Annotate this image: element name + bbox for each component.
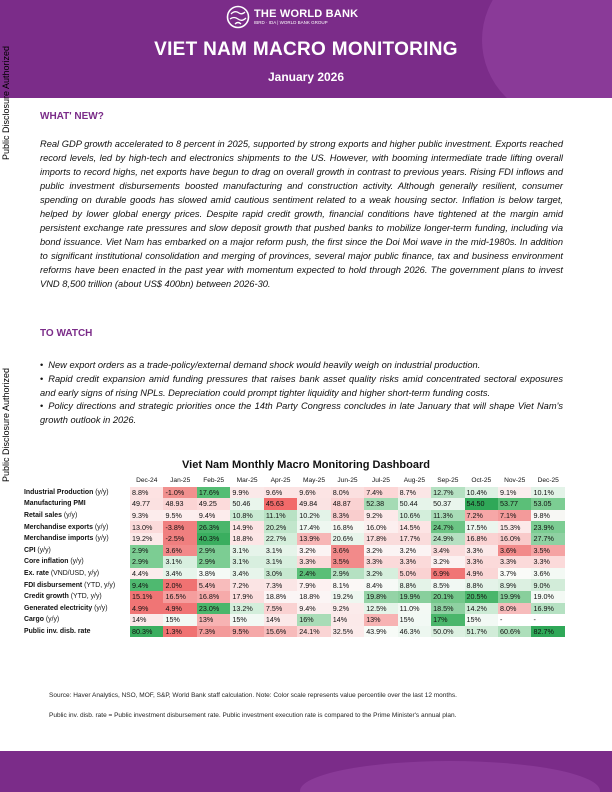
row-label-unit: (y/y) — [35, 546, 51, 554]
side-disclosure-label: Public Disclosure Authorized — [1, 45, 11, 160]
definition-note: Public inv. disb. rate = Public investment disbursement rate. Public investment execution rate is compared to the Prime Minister's annual plan. — [49, 712, 457, 719]
data-cell: 80.3% — [130, 626, 163, 638]
data-cell: 7.2% — [230, 579, 263, 591]
row-label — [22, 568, 130, 580]
data-cell: 14% — [331, 614, 364, 626]
data-cell: 15.6% — [264, 626, 297, 638]
data-cell: 2.9% — [130, 556, 163, 568]
data-cell: -2.5% — [163, 533, 196, 545]
source-note: Source: Haver Analytics, NSO, MOF, S&P, World Bank staff calculation. Note: Color scale represents value percentile over the last 12 months. — [49, 692, 457, 699]
data-cell: 3.3% — [531, 556, 565, 568]
row-label-name: Manufacturing PMI — [24, 500, 86, 508]
to-watch-heading: TO WATCH — [40, 328, 93, 339]
globe-icon — [226, 5, 250, 29]
data-cell: 9.0% — [531, 579, 565, 591]
data-cell: 10.4% — [465, 487, 498, 499]
data-cell: 50.44 — [398, 498, 431, 510]
row-label — [22, 533, 130, 545]
data-cell: 6.9% — [431, 568, 464, 580]
table-row — [22, 568, 565, 580]
data-cell: 50.0% — [431, 626, 464, 638]
data-cell: 17.9% — [230, 591, 263, 603]
table-row — [22, 591, 565, 603]
row-label-unit: (y/y) — [92, 523, 109, 531]
row-label — [22, 614, 130, 626]
data-cell: 3.1% — [264, 545, 297, 557]
data-cell: 50.37 — [431, 498, 464, 510]
month-header: May-25 — [303, 477, 325, 485]
data-cell: 15% — [398, 614, 431, 626]
data-cell: 9.8% — [531, 510, 565, 522]
data-cell: 14% — [264, 614, 297, 626]
data-cell: 32.5% — [331, 626, 364, 638]
row-label-name: Cargo — [24, 616, 44, 624]
data-cell: 20.5% — [465, 591, 498, 603]
data-cell: 3.3% — [398, 556, 431, 568]
data-cell: 3.5% — [531, 545, 565, 557]
table-row — [22, 614, 565, 626]
month-header: Mar-25 — [236, 477, 258, 485]
data-cell: 14% — [130, 614, 163, 626]
data-cell: 18.5% — [431, 603, 464, 615]
data-cell: 19.9% — [398, 591, 431, 603]
row-label — [22, 487, 130, 499]
data-cell: 22.7% — [264, 533, 297, 545]
data-cell: 17.6% — [197, 487, 230, 499]
data-cell: 3.2% — [431, 556, 464, 568]
data-cell: -1.0% — [163, 487, 196, 499]
data-cell: 54.50 — [465, 498, 498, 510]
data-cell: 8.0% — [331, 487, 364, 499]
data-cell: 13% — [364, 614, 397, 626]
footer-decoration — [300, 761, 600, 792]
data-cell: 20.6% — [331, 533, 364, 545]
row-label-name: Retail sales — [24, 512, 62, 520]
data-cell: 13.0% — [130, 521, 163, 533]
row-label-unit: (y/y) — [68, 558, 84, 566]
data-cell: 9.3% — [130, 510, 163, 522]
data-cell: 5.4% — [197, 579, 230, 591]
data-cell: 15% — [230, 614, 263, 626]
table-row — [22, 545, 565, 557]
row-label-unit: (y/y) — [93, 535, 109, 543]
row-label-unit: (y/y) — [43, 616, 60, 624]
dashboard-title: Viet Nam Monthly Macro Monitoring Dashboard — [182, 459, 430, 471]
data-cell: 9.5% — [163, 510, 196, 522]
row-label-name: FDI disbursement — [24, 581, 83, 589]
data-cell: 53.05 — [531, 498, 565, 510]
data-cell: 8.4% — [364, 579, 397, 591]
data-cell: 50.46 — [230, 498, 263, 510]
data-cell: 13% — [197, 614, 230, 626]
to-watch-list — [40, 359, 563, 428]
data-cell: 3.8% — [197, 568, 230, 580]
data-cell: 16.8% — [331, 521, 364, 533]
data-cell: 49.77 — [130, 498, 163, 510]
data-cell: 60.6% — [498, 626, 531, 638]
data-cell: 7.5% — [264, 603, 297, 615]
label-column-header — [22, 475, 130, 487]
data-cell: 17% — [431, 614, 464, 626]
data-cell: 3.4% — [163, 568, 196, 580]
row-label — [22, 579, 130, 591]
data-cell: 49.25 — [197, 498, 230, 510]
data-cell: - — [531, 614, 565, 626]
data-cell: 52.38 — [364, 498, 397, 510]
data-cell: 8.5% — [431, 579, 464, 591]
data-cell: 19.9% — [498, 591, 531, 603]
month-header: Apr-25 — [270, 477, 291, 485]
data-cell: 2.9% — [197, 545, 230, 557]
data-cell: 4.4% — [130, 568, 163, 580]
data-cell: 2.9% — [331, 568, 364, 580]
row-label-unit: (YTD, y/y) — [68, 593, 102, 601]
data-cell: 10.2% — [297, 510, 330, 522]
data-cell: 8.8% — [465, 579, 498, 591]
data-cell: 8.0% — [498, 603, 531, 615]
table-row — [22, 603, 565, 615]
data-cell: 3.2% — [364, 568, 397, 580]
data-cell: 1.3% — [163, 626, 196, 638]
org-name: THE WORLD BANK — [254, 8, 359, 20]
data-cell: 48.87 — [331, 498, 364, 510]
data-cell: 9.6% — [297, 487, 330, 499]
header-banner — [0, 0, 612, 98]
data-cell: 10.6% — [398, 510, 431, 522]
data-cell: 15% — [163, 614, 196, 626]
table-row — [22, 579, 565, 591]
data-cell: 20.1% — [431, 591, 464, 603]
footer-banner — [0, 751, 612, 792]
data-cell: 9.2% — [364, 510, 397, 522]
data-cell: 24.7% — [431, 521, 464, 533]
data-cell: 15.3% — [498, 521, 531, 533]
data-cell: 5.0% — [398, 568, 431, 580]
data-cell: 9.4% — [130, 579, 163, 591]
data-cell: 3.4% — [230, 568, 263, 580]
data-cell: 3.3% — [364, 556, 397, 568]
data-cell: 45.63 — [264, 498, 297, 510]
row-label — [22, 556, 130, 568]
data-cell: 16.8% — [197, 591, 230, 603]
month-header: Oct-25 — [471, 477, 492, 485]
table-row — [22, 487, 565, 499]
world-bank-logo[interactable] — [226, 4, 358, 30]
data-cell: 4.9% — [130, 603, 163, 615]
row-label-name: Industrial Production — [24, 488, 94, 496]
data-cell: 8.8% — [130, 487, 163, 499]
page-date: January 2026 — [267, 70, 345, 84]
row-label-name: Generated electricity — [24, 604, 93, 612]
row-label-unit: (y/y) — [92, 604, 108, 612]
data-cell: 17.5% — [465, 521, 498, 533]
data-cell: 11.1% — [264, 510, 297, 522]
list-item: • New export orders as a trade-policy/external demand shock would heavily weigh on industrial production. — [40, 359, 563, 373]
data-cell: 16% — [297, 614, 330, 626]
data-cell: 20.2% — [264, 521, 297, 533]
table-row — [22, 556, 565, 568]
row-label — [22, 545, 130, 557]
data-cell: 15.1% — [130, 591, 163, 603]
data-cell: 4.9% — [465, 568, 498, 580]
data-cell: 9.1% — [498, 487, 531, 499]
data-cell: 23.9% — [531, 521, 565, 533]
data-cell: 8.1% — [331, 579, 364, 591]
data-cell: 3.2% — [398, 545, 431, 557]
data-cell: 24.9% — [431, 533, 464, 545]
data-cell: 9.5% — [230, 626, 263, 638]
dashboard-header-row — [22, 475, 565, 487]
data-cell: 2.9% — [130, 545, 163, 557]
month-header: Nov-25 — [504, 477, 526, 485]
row-label-name: CPI — [24, 546, 36, 554]
data-cell: 3.3% — [465, 545, 498, 557]
data-cell: 3.6% — [498, 545, 531, 557]
data-cell: 40.3% — [197, 533, 230, 545]
list-item: • Policy directions and strategic priorities once the 14th Party Congress concludes in late January that will shape Viet Nam's growth outlook in 2026. — [40, 400, 563, 428]
data-cell: - — [498, 614, 531, 626]
data-cell: -3.8% — [163, 521, 196, 533]
whats-new-heading: WHAT' NEW? — [40, 111, 104, 122]
data-cell: 3.4% — [431, 545, 464, 557]
row-label-name: Merchandise exports — [24, 523, 93, 531]
data-cell: 9.2% — [331, 603, 364, 615]
row-label-name: Core inflation — [24, 558, 69, 566]
data-cell: 18.8% — [297, 591, 330, 603]
row-label — [22, 626, 130, 638]
data-cell: 16.9% — [531, 603, 565, 615]
data-cell: 14.2% — [465, 603, 498, 615]
data-cell: 19.2% — [130, 533, 163, 545]
month-header: Jun-25 — [337, 477, 358, 485]
data-cell: 18.8% — [230, 533, 263, 545]
data-cell: 14.9% — [230, 521, 263, 533]
data-cell: 2.9% — [197, 556, 230, 568]
data-cell: 19.2% — [331, 591, 364, 603]
org-subtitle: IBRD · IDA | WORLD BANK GROUP — [254, 20, 328, 25]
data-cell: 19.0% — [531, 591, 565, 603]
data-cell: 3.1% — [264, 556, 297, 568]
data-cell: 7.4% — [364, 487, 397, 499]
row-label — [22, 603, 130, 615]
data-cell: 7.9% — [297, 579, 330, 591]
data-cell: 16.0% — [364, 521, 397, 533]
data-cell: 46.3% — [398, 626, 431, 638]
data-cell: 13.2% — [230, 603, 263, 615]
data-cell: 3.6% — [331, 545, 364, 557]
table-row — [22, 498, 565, 510]
data-cell: 3.5% — [331, 556, 364, 568]
data-cell: 49.84 — [297, 498, 330, 510]
data-cell: 7.3% — [264, 579, 297, 591]
data-cell: 17.7% — [398, 533, 431, 545]
row-label-unit: (y/y) — [61, 512, 78, 520]
data-cell: 16.0% — [498, 533, 531, 545]
data-cell: 3.0% — [264, 568, 297, 580]
month-header: Feb-25 — [203, 477, 225, 485]
data-cell: 7.1% — [498, 510, 531, 522]
table-row — [22, 626, 565, 638]
data-cell: 18.8% — [264, 591, 297, 603]
data-cell: 19.8% — [364, 591, 397, 603]
data-cell: 8.7% — [398, 487, 431, 499]
data-cell: 9.6% — [264, 487, 297, 499]
month-header: Aug-25 — [403, 477, 425, 485]
data-cell: 9.4% — [197, 510, 230, 522]
data-cell: 17.8% — [364, 533, 397, 545]
month-header: Dec-24 — [136, 477, 158, 485]
data-cell: 8.8% — [398, 579, 431, 591]
list-item: • Rapid credit expansion amid funding pressures that raises bank asset quality risks amid concentrated sectoral exposures and early signs of rising NPLs. Depreciation could prompt tighter liquidity and higher short-term funding costs. — [40, 373, 563, 401]
data-cell: 48.93 — [163, 498, 196, 510]
data-cell: 15% — [465, 614, 498, 626]
data-cell: 3.1% — [230, 545, 263, 557]
data-cell: 53.77 — [498, 498, 531, 510]
data-cell: 10.8% — [230, 510, 263, 522]
data-cell: 8.9% — [498, 579, 531, 591]
row-label-name: Public inv. disb. rate — [24, 628, 91, 636]
data-cell: 2.4% — [297, 568, 330, 580]
data-cell: 3.3% — [498, 556, 531, 568]
data-cell: 4.9% — [163, 603, 196, 615]
row-label — [22, 591, 130, 603]
row-label — [22, 498, 130, 510]
month-header: Jul-25 — [371, 477, 390, 485]
data-cell: 3.2% — [364, 545, 397, 557]
data-cell: 16.8% — [465, 533, 498, 545]
data-cell: 3.7% — [498, 568, 531, 580]
table-row — [22, 533, 565, 545]
month-header: Dec-25 — [537, 477, 559, 485]
data-cell: 43.9% — [364, 626, 397, 638]
row-label-unit: (VND/USD, y/y) — [48, 570, 100, 578]
table-row — [22, 510, 565, 522]
row-label-unit: (YTD, y/y) — [82, 581, 116, 589]
data-cell: 27.7% — [531, 533, 565, 545]
whats-new-text: Real GDP growth accelerated to 8 percent in 2025, supported by strong exports and higher public investment. Exports reached record levels, led by high-tech and electronics shipments to the US. However, with booming intermediate trade lifting overall imports to record highs, net exports have begun to drag on overall growth in contrast to previous years. Rising FDI inflows and public investment disbursements boosted manufacturing and construction activity. Although generally resilient, consumer spending on durable goods has slowed amid cautious sentiment related to a weak housing sector. Inflation is below target, helped by lower global energy prices. Despite rapid credit growth, financial conditions have tightened at the margin amid persistent exchange rate pressures and slow deposit growth that pushed banks to mobilize longer-term funding, including via bond issuance. Viet Nam has embarked on a major reform push, the first since the Doi Moi wave in the mid-1980s. In addition to significant institutional consolidation and merging of provinces, several major public finance, tax and business environment reforms have been enacted in the past year with momentum expected to hold through 2026. The government plans to invest VND 8,500 trillion (about US$ 400bn) between 2026-30. — [40, 139, 563, 289]
data-cell: 51.7% — [465, 626, 498, 638]
data-cell: 8.3% — [331, 510, 364, 522]
data-cell: 3.6% — [163, 545, 196, 557]
row-label — [22, 521, 130, 533]
data-cell: 11.3% — [431, 510, 464, 522]
row-label-name: Merchandise imports — [24, 535, 94, 543]
data-cell: 17.4% — [297, 521, 330, 533]
data-cell: 9.4% — [297, 603, 330, 615]
row-label-unit: (y/y) — [93, 488, 109, 496]
data-cell: 12.5% — [364, 603, 397, 615]
data-cell: 24.1% — [297, 626, 330, 638]
data-cell: 3.6% — [531, 568, 565, 580]
dashboard-table — [22, 475, 565, 637]
data-cell: 11.0% — [398, 603, 431, 615]
row-label-name: Credit growth — [24, 593, 69, 601]
data-cell: 16.5% — [163, 591, 196, 603]
data-cell: 3.3% — [465, 556, 498, 568]
data-cell: 13.9% — [297, 533, 330, 545]
table-row — [22, 521, 565, 533]
data-cell: 3.1% — [163, 556, 196, 568]
month-header: Sep-25 — [437, 477, 459, 485]
data-cell: 3.1% — [230, 556, 263, 568]
data-cell: 7.2% — [465, 510, 498, 522]
dashboard-body — [22, 487, 565, 638]
row-label — [22, 510, 130, 522]
row-label-name: Ex. rate — [24, 570, 49, 578]
data-cell: 2.0% — [163, 579, 196, 591]
data-cell: 10.1% — [531, 487, 565, 499]
data-cell: 26.3% — [197, 521, 230, 533]
page-title: VIET NAM MACRO MONITORING — [154, 39, 458, 60]
data-cell: 82.7% — [531, 626, 565, 638]
month-header: Jan-25 — [170, 477, 191, 485]
data-cell: 12.7% — [431, 487, 464, 499]
side-disclosure-label-2: Public Disclosure Authorized — [1, 367, 11, 482]
data-cell: 9.9% — [230, 487, 263, 499]
data-cell: 14.5% — [398, 521, 431, 533]
data-cell: 7.3% — [197, 626, 230, 638]
data-cell: 3.2% — [297, 545, 330, 557]
data-cell: 23.0% — [197, 603, 230, 615]
data-cell: 3.3% — [297, 556, 330, 568]
